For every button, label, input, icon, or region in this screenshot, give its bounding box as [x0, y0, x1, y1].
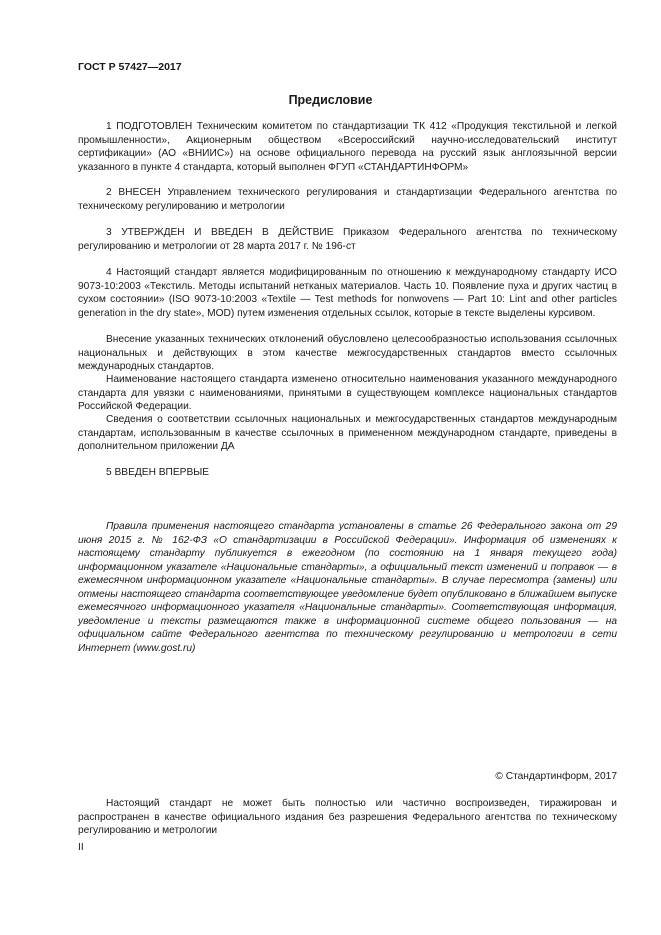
- document-code: ГОСТ Р 57427—2017: [78, 61, 182, 73]
- item-prepared: 1 ПОДГОТОВЛЕН Техническим комитетом по стандартизации ТК 412 «Продукция текстильной и легкой промышленности», Акционерным обществом «Всероссийский научно-исследовательский институт сертификации» (АО «ВНИИС») на основе официального перевода на русский язык англоязычной версии указанного в пункте 4 стандарта, который выполнен ФГУП «СТАНДАРТИНФОРМ»: [78, 121, 617, 173]
- page-number: II: [78, 842, 84, 853]
- page-title: Предисловие: [288, 93, 373, 107]
- reproduction-notice: Настоящий стандарт не может быть полностью или частично воспроизведен, тиражирован и распространен в качестве официального издания без разрешения Федерального агентства по техническому регулированию и метрологии: [78, 798, 617, 836]
- application-rules-note: Правила применения настоящего стандарта установлены в статье 26 Федерального закона от 29 июня 2015 г. № 162-ФЗ «О стандартизации в Российской Федерации». Информация об изменениях к настоящему стандарту публикуется в ежегодном (по состоянию на 1 января текущего года) информационном указателе «Национальные стандарты», а официальный текст изменений и поправок — в ежемесячном информационном указателе «Национальные стандарты». В случае пересмотра (замены) или отмены настоящего стандарта соответствующее уведомление будет опубликовано в ближайшем выпуске ежемесячного информационного указателя «Национальные стандарты». Соответствующая информация, уведомление и тексты размещаются также в информационной системе общего пользования — на официальном сайте Федерального агентства по техническому регулированию и метрологии в сети Интернет (www.gost.ru): [78, 521, 617, 654]
- paragraph-references: Сведения о соответствии ссылочных национальных и межгосударственных стандартов международным стандартам, использованным в качестве ссылочных в примененном международном стандарте, приведены в дополнительном приложении ДА: [78, 414, 617, 452]
- item-approved: 3 УТВЕРЖДЕН И ВВЕДЕН В ДЕЙСТВИЕ Приказом Федерального агентства по техническому регулированию и метрологии от 28 марта 2017 г. № 196-ст: [78, 227, 617, 252]
- paragraph-deviations: Внесение указанных технических отклонений обусловлено целесообразностью использования ссылочных национальных и действующих в этом качестве межгосударственных стандартов вместо ссылочных международных стандартов.: [78, 334, 617, 372]
- copyright: © Стандартинформ, 2017: [495, 771, 617, 782]
- item-first-introduced: 5 ВВЕДЕН ВПЕРВЫЕ: [106, 467, 210, 478]
- paragraph-name-change: Наименование настоящего стандарта изменено относительно наименования указанного международного стандарта для увязки с наименованиями, принятыми в существующем комплексе национальных стандартов Российской Федерации.: [78, 374, 617, 412]
- item-submitted: 2 ВНЕСЕН Управлением технического регулирования и стандартизации Федерального агентства по техническому регулированию и метрологии: [78, 187, 617, 212]
- item-modified: 4 Настоящий стандарт является модифицированным по отношению к международному стандарту ИСО 9073-10:2003 «Текстиль. Методы испытаний нетканых материалов. Часть 10. Появление пуха и других частиц в сухом состоянии» (ISO 9073-10:2003 «Textile — Test methods for nonwovens — Part 10: Lint and other particles generation in the dry state», MOD) путем изменения отдельных ссылок, которые в тексте выделены курсивом.: [78, 267, 617, 319]
